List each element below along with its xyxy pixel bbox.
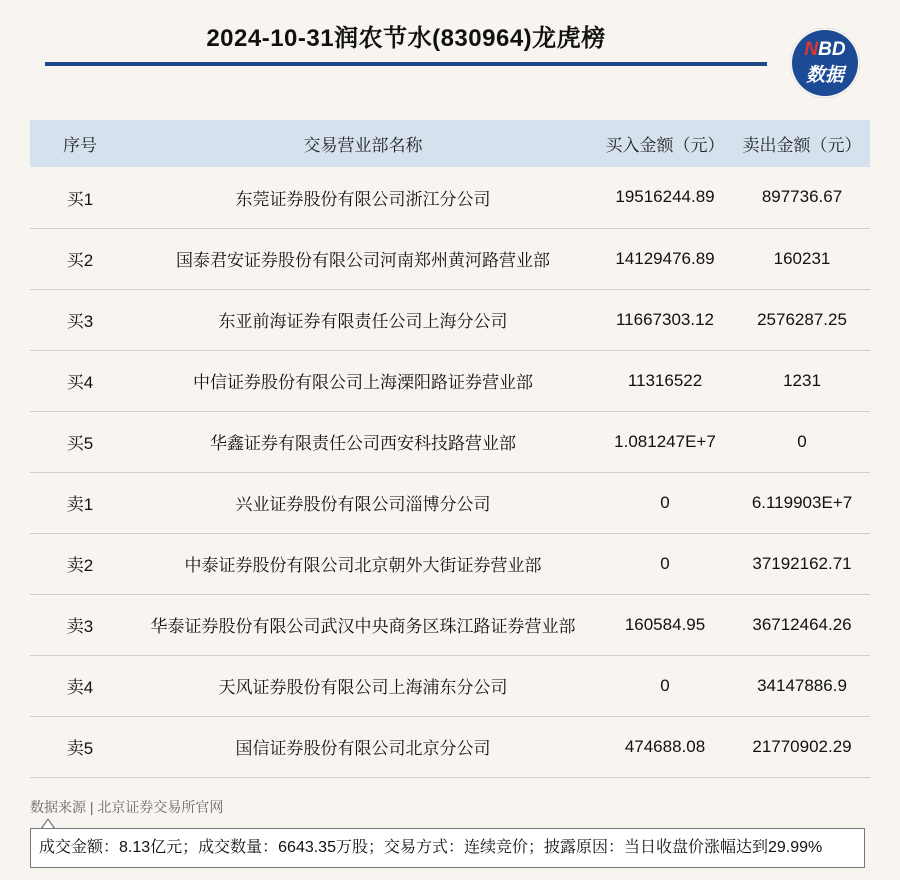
branch-name: 兴业证券股份有限公司淄博分公司	[235, 495, 491, 514]
buy-amount: 160584.95	[624, 614, 706, 634]
buy-amount: 11667303.12	[615, 309, 714, 329]
branch-name: 华鑫证券有限责任公司西安科技路营业部	[210, 434, 516, 453]
row-index: 买4	[66, 373, 94, 392]
sell-amount: 160231	[773, 248, 831, 268]
branch-name: 东莞证券股份有限公司浙江分公司	[235, 189, 491, 209]
sell-amount: 1231	[783, 370, 821, 390]
row-index: 买2	[66, 251, 94, 270]
row-index: 卖1	[66, 495, 94, 514]
sell-amount: 2576287.25	[757, 309, 847, 329]
sell-amount: 36712464.26	[752, 614, 852, 634]
branch-name: 华泰证券股份有限公司武汉中央商务区珠江路证券营业部	[150, 617, 576, 636]
sell-amount: 34147886.9	[757, 675, 847, 695]
buy-amount: 0	[660, 492, 670, 512]
branch-name: 国信证券股份有限公司北京分公司	[235, 739, 491, 758]
row-index: 卖5	[66, 739, 94, 758]
table-row	[30, 228, 870, 289]
table-row	[30, 533, 870, 594]
branch-name: 东亚前海证券有限责任公司上海分公司	[218, 312, 508, 331]
table-row	[30, 167, 870, 228]
title-underline	[45, 62, 767, 66]
buy-amount: 0	[660, 675, 670, 695]
table-row	[30, 472, 870, 533]
branch-name: 天风证券股份有限公司上海浦东分公司	[218, 678, 508, 697]
buy-amount: 11316522	[627, 370, 703, 390]
column-header-buy: 买入金额（元）	[605, 136, 725, 155]
logo-text-top	[790, 39, 860, 61]
row-index: 买3	[66, 312, 94, 331]
page-title: 2024-10-31润农节水(830964)龙虎榜	[206, 25, 606, 52]
column-header-sell: 卖出金额（元）	[742, 136, 862, 155]
row-index: 卖4	[66, 678, 94, 697]
sell-amount: 21770902.29	[752, 736, 852, 756]
row-index: 买5	[66, 434, 94, 453]
table-header-row	[30, 120, 870, 167]
sell-amount: 6.119903E+7	[751, 492, 853, 512]
table-row	[30, 594, 870, 655]
nbd-logo	[790, 28, 860, 98]
table-row	[30, 655, 870, 716]
sell-amount: 897736.67	[761, 187, 843, 207]
logo-letter-n: N	[804, 39, 819, 60]
table-row	[30, 350, 870, 411]
table-row	[30, 716, 870, 777]
buy-amount: 14129476.89	[615, 248, 715, 268]
buy-amount: 0	[660, 553, 670, 573]
branch-name: 中泰证券股份有限公司北京朝外大街证券营业部	[184, 556, 542, 575]
branch-name: 国泰君安证券股份有限公司河南郑州黄河路营业部	[176, 251, 550, 270]
row-index: 卖3	[66, 617, 94, 636]
column-header-branch: 交易营业部名称	[303, 136, 423, 155]
sell-amount: 37192162.71	[752, 553, 852, 573]
column-header-index: 序号	[63, 136, 97, 155]
logo-text-bottom: 数据	[805, 65, 844, 86]
branch-name: 中信证券股份有限公司上海溧阳路证券营业部	[193, 373, 533, 392]
logo-letters-bd: BD	[818, 39, 846, 60]
data-source: 数据来源 | 北京证券交易所官网	[30, 799, 224, 815]
dragon-tiger-table	[30, 120, 870, 778]
row-index: 卖2	[66, 556, 94, 575]
table-row	[30, 411, 870, 472]
sell-amount: 0	[797, 431, 807, 451]
buy-amount: 1.081247E+7	[614, 431, 716, 451]
row-index: 买1	[66, 189, 94, 209]
buy-amount: 474688.08	[624, 736, 706, 756]
trade-summary-note: 成交金额：8.13亿元；成交数量：6643.35万股；交易方式：连续竞价；披露原因：当日收盘价涨幅达到29.99%	[30, 828, 865, 868]
buy-amount: 19516244.89	[615, 187, 715, 207]
table-row	[30, 289, 870, 350]
